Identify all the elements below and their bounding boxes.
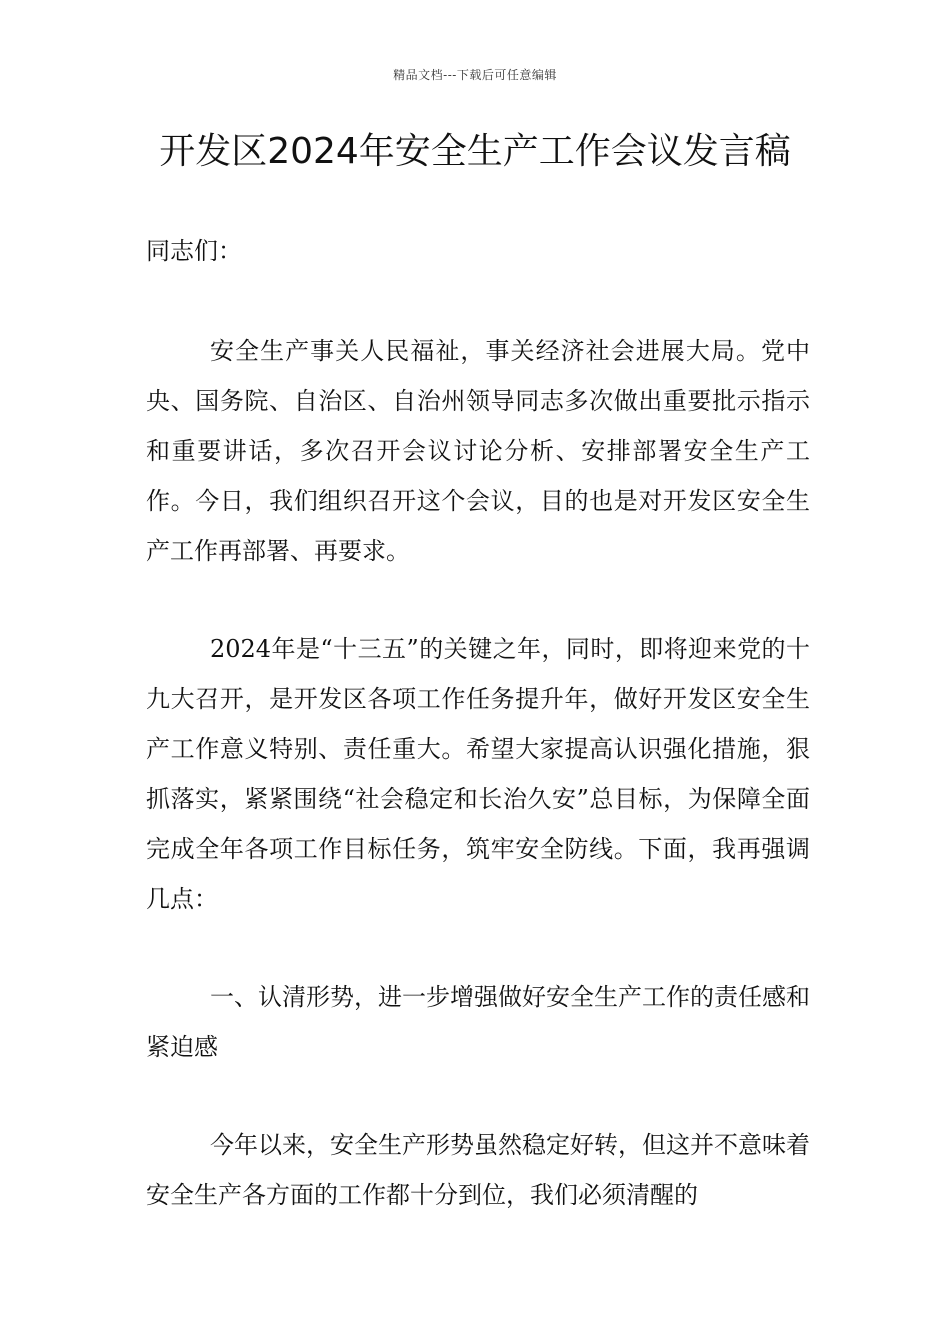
page-header-note: 精品文档---下载后可任意编辑: [393, 68, 557, 82]
document-title: 开发区2024年安全生产工作会议发言稿: [159, 131, 791, 172]
salutation: 同志们：: [146, 237, 242, 265]
paragraph-intro: 安全生产事关人民福祉，事关经济社会进展大局。党中央、国务院、自治区、自治州领导同志多次做出重要批示指示和重要讲话，多次召开会议讨论分析、安排部署安全生产工作。今日，我们组织召开这个会议，目的也是对开发区安全生产工作再部署、再要求。: [146, 337, 810, 565]
paragraph-situation: 今年以来，安全生产形势虽然稳定好转，但这并不意味着安全生产各方面的工作都十分到位，我们必须清醒的: [146, 1131, 810, 1209]
section-heading-1: 一、认清形势，进一步增强做好安全生产工作的责任感和紧迫感: [146, 983, 810, 1061]
paragraph-2024-significance: 2024年是“十三五”的关键之年，同时，即将迎来党的十九大召开，是开发区各项工作任务提升年，做好开发区安全生产工作意义特别、责任重大。希望大家提高认识强化措施，狠抓落实，紧紧围绕“社会稳定和长治久安”总目标，为保障全面完成全年各项工作目标任务，筑牢安全防线。下面，我再强调几点：: [146, 635, 810, 913]
